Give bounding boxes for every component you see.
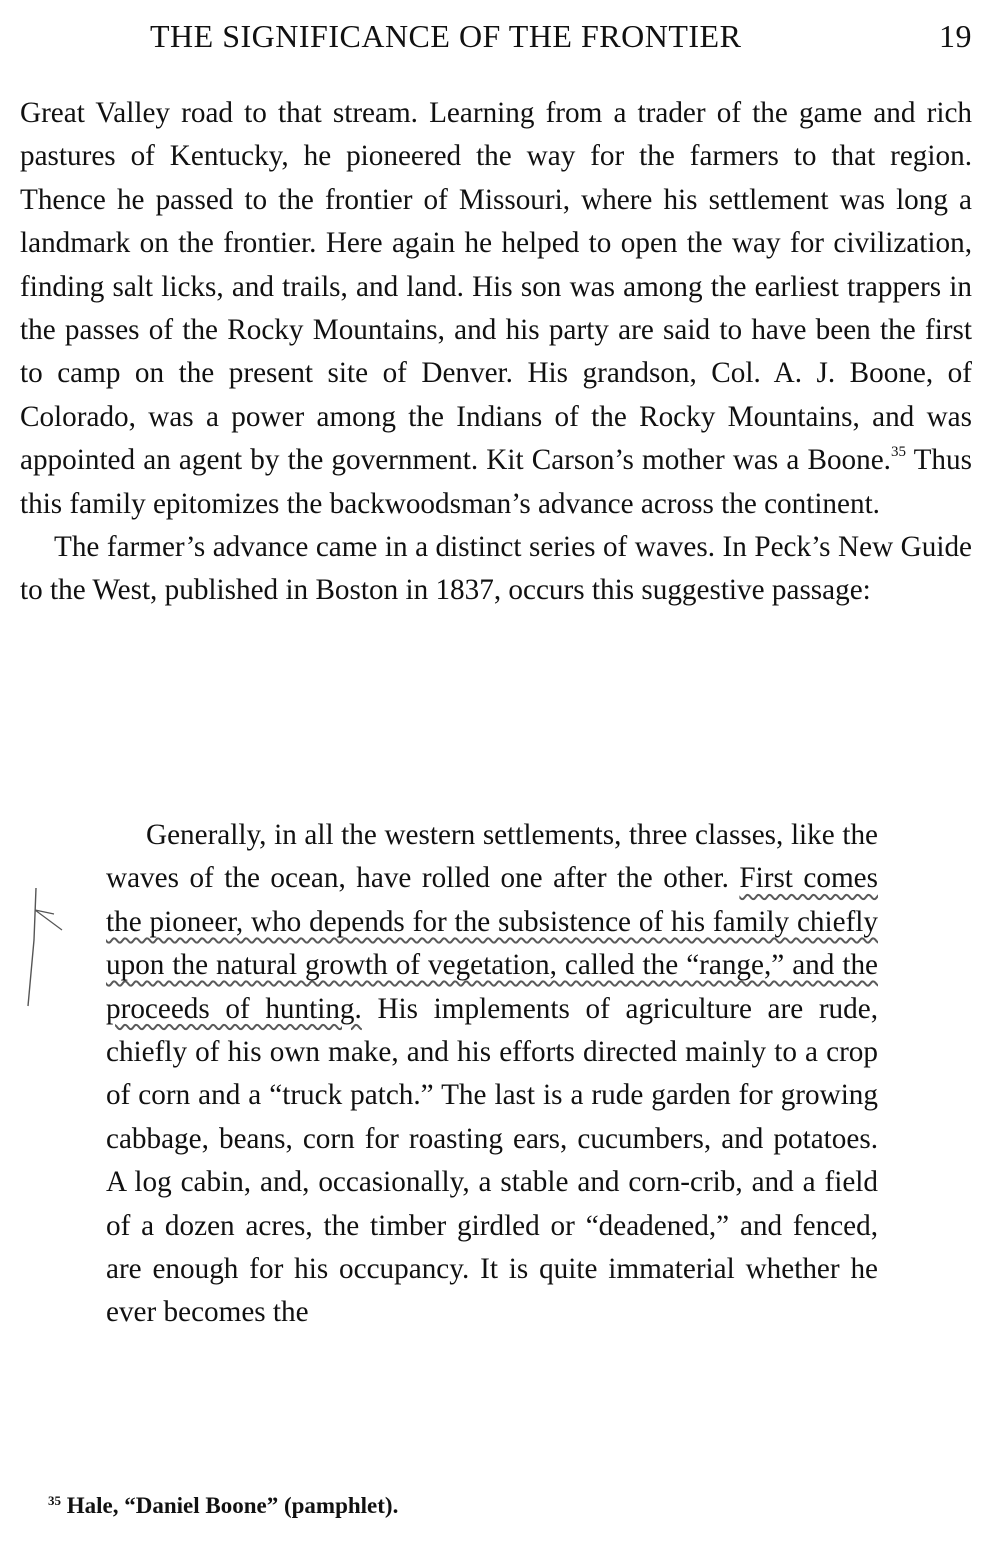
paragraph-boone <box>20 92 972 526</box>
paragraph-boone-text: Great Valley road to that stream. Learning from a trader of the game and rich pastures of Kentucky, he pioneered the way for the farmers to that region. Thence he passed to the frontier of Missouri, where his settlement was long a landmark on the frontier. Here again he helped to open the way for civilization, finding salt licks, and trails, and land. His son was among the earliest trappers in the passes of the Rocky Mountains, and his party are said to have been the first to camp on the present site of Denver. His grandson, Col. A. J. Boone, of Colorado, was a power among the Indians of the Rocky Mountains, and was appointed an agent by the government. Kit Carson’s mother was a Boone. <box>20 97 972 477</box>
footnote-text: Hale, “Daniel Boone” (pamphlet). <box>66 1493 399 1518</box>
paragraph-farmer-advance: The farmer’s advance came in a distinct series of waves. In Peck’s New Guide to the West, published in Boston in 1837, occurs this suggestive passage: <box>20 531 972 607</box>
main-text <box>20 92 972 613</box>
footnote-reference: 35 <box>890 444 906 461</box>
footnote <box>48 1486 398 1521</box>
paragraph-boone-tail: Thus this family epitomizes the backwoodsman’s advance across the continent. <box>20 444 972 520</box>
page-number: 19 <box>939 17 972 54</box>
running-head <box>150 12 972 60</box>
block-quote-paragraph <box>106 814 878 1335</box>
block-quote <box>106 814 878 1335</box>
quote-text-after: His implements of agriculture are rude, chiefly of his own make, and his efforts directed mainly to a crop of corn and a “truck patch.” The last is a rude garden for growing cabbage, beans, corn for roasting ears, cucumbers, and potatoes. A log cabin, and, occasionally, a stable and corn-crib, and a field of a dozen acres, the timber girdled or “deadened,” and fenced, are enough for his occupancy. It is quite immaterial whether he ever becomes the <box>106 992 878 1329</box>
margin-annotation-mark <box>14 880 74 1010</box>
quote-text-before: Generally, in all the western settlements, three classes, like the waves of the ocean, have rolled one after the other. <box>106 819 878 895</box>
running-head-title: THE SIGNIFICANCE OF THE FRONTIER <box>150 17 742 54</box>
underlined-passage: First comes the pioneer, who depends for the subsistence of his family chiefly upon the natural growth of vegetation, called the “range,” and the proceeds of hunting. <box>106 862 878 1025</box>
footnote-number: 35 <box>48 1493 61 1508</box>
